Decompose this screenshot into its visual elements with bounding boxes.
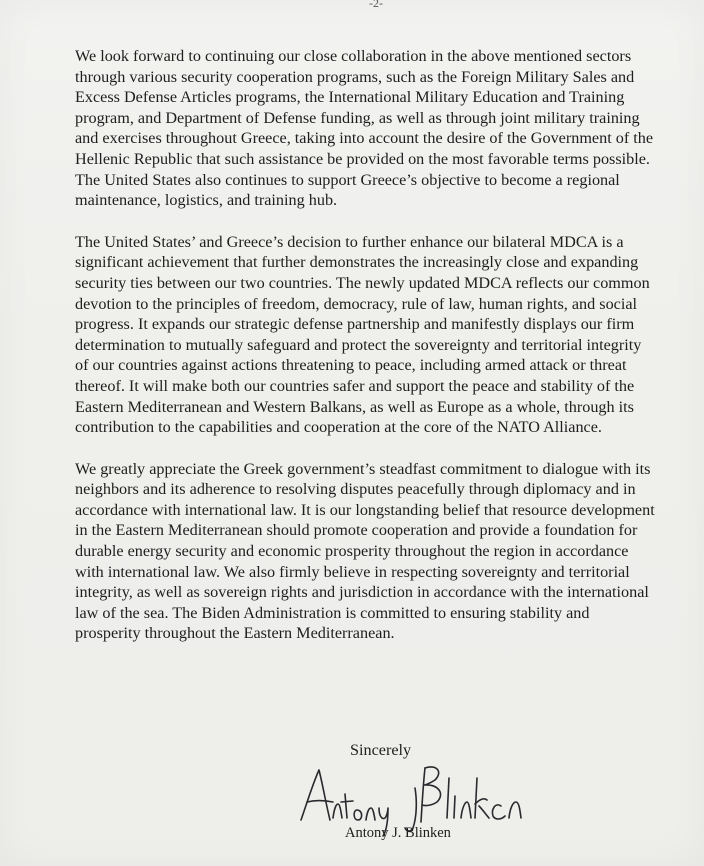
paragraph-dialogue: We greatly appreciate the Greek government’s steadfast commitment to dialogue with its neighbors and its adherence to resolving disputes peacefully through diplomacy and in accordance with international law. It is our longstanding belief that resource development in the Eastern Mediterranean should promote cooperation and provide a foundation for durable energy security and economic prosperity throughout the region in accordance with international law. We also firmly believe in respecting sovereignty and territorial integrity, as well as sovereign rights and jurisdiction in accordance with the international law of the sea. The Biden Administration is committed to ensuring stability and prosperity throughout the Eastern Mediterranean.	[75, 459, 655, 643]
paragraph-collaboration: We look forward to continuing our close collaboration in the above mentioned sectors through various security cooperation programs, such as the Foreign Military Sales and Excess Defense Articles programs, the International Military Education and Training program, and Department of Defense funding, as well as through joint military training and exercises throughout Greece, taking into account the desire of the Government of the Hellenic Republic that such assistance be provided on the most favorable terms possible. The United States also continues to support Greece’s objective to become a regional maintenance, logistics, and training hub.	[75, 47, 654, 210]
paragraph-mdca: The United States’ and Greece’s decision to further enhance our bilateral MDCA is a significant achievement that further demonstrates the increasingly close and expanding security ties between our two countries. The newly updated MDCA reflects our common devotion to the principles of freedom, democracy, rule of law, human rights, and social progress. It expands our strategic defense partnership and manifestly displays our firm determination to mutually safeguard and protect the sovereignty and territorial integrity of our countries against actions threatening to peace, including armed attack or threat thereof. It will make both our countries safer and support the peace and stability of the Eastern Mediterranean and Western Balkans, as well as Europe as a whole, through its contribution to the capabilities and cooperation at the core of the NATO Alliance.	[75, 232, 650, 437]
closing-salutation: Sincerely	[350, 741, 412, 759]
letter-body	[75, 46, 655, 665]
page-number: -2-	[369, 0, 383, 10]
signer-name: Antony J. Blinken	[345, 825, 451, 841]
